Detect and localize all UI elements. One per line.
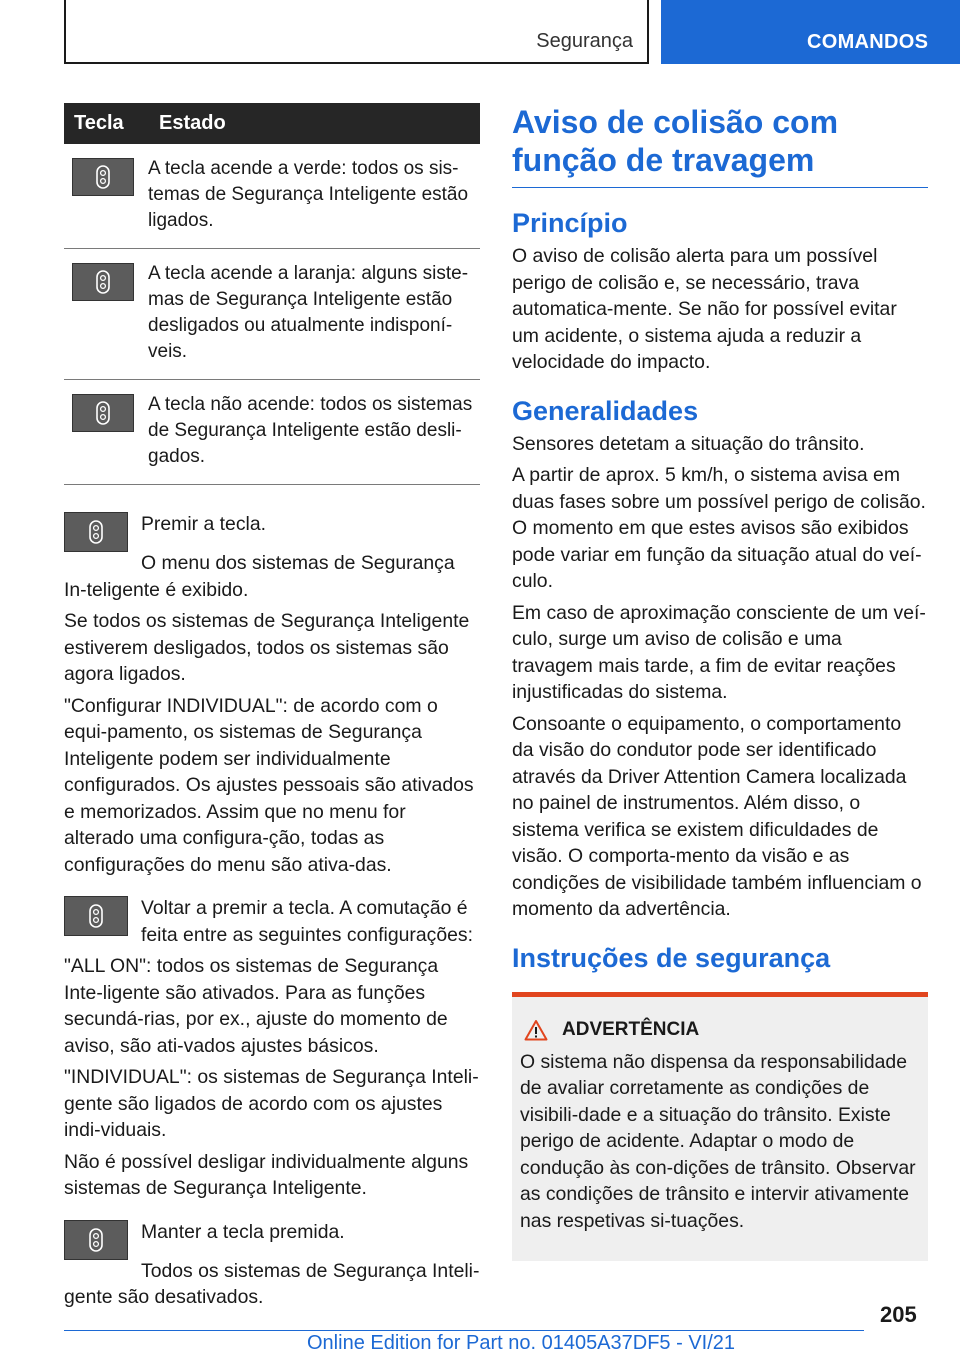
heading-general: Generalidades — [512, 395, 699, 426]
paragraph-general-1: Sensores detetam a situação do trânsito. — [512, 432, 865, 455]
intelligent-safety-key-icon — [72, 394, 134, 432]
paragraph-principle: O aviso de colisão alerta para um possível perigo de colisão e, se necessário, trava automatica-mente. Se não for possível evitar um acidente, o sistema ajuda a reduzir a velocidade do impacto. — [512, 245, 897, 373]
right-column — [512, 103, 928, 1261]
warning-text: O sistema não dispensa da responsabilidade de avaliar corretamente as condições de visibili-dade e a situação do trânsito. Existe perigo de acidente. Adaptar o modo de condução às con-dições de trânsito. Observar as condições de trânsito e intervir ativamente nas respetivas si-tuações. — [520, 1050, 916, 1232]
hold-key-description: Todos os sistemas de Segurança Inteli-gente são desativados. — [64, 1259, 480, 1308]
paragraph-general-2: A partir de aprox. 5 km/h, o sistema avisa em duas fases sobre um possível perigo de colisão. O momento em que estes avisos são exibidos pode variar em função da situação atual do veí-culo. — [512, 464, 926, 592]
table-row — [64, 380, 480, 485]
paragraph-configure-individual: "Configurar INDIVIDUAL": de acordo com o equi-pamento, os sistemas de Segurança Inteligente podem ser individualmente configurados. Os ajustes pessoais são ativados e memorizados. Assim que no menu for alterado uma configura-ção, todas as configurações do menu são ativa-das. — [64, 694, 474, 876]
table-header-key: Tecla — [64, 103, 139, 144]
footer-edition: Online Edition for Part no. 01405A37DF5 - VI/21 — [307, 1332, 736, 1354]
table-cell-status: A tecla não acende: todos os sistemas de Segurança Inteligente estão desli-gados. — [139, 380, 480, 485]
paragraph-all-on: "ALL ON": todos os sistemas de Segurança Inte-ligente são ativados. Para as funções secundá-rias, por ex., ajuste do momento de aviso, são ati-vados ajustes básicos. — [64, 955, 448, 1057]
page-number: 205 — [880, 1302, 917, 1327]
intelligent-safety-key-icon — [64, 1220, 128, 1260]
header-section-box — [64, 0, 649, 64]
intelligent-safety-key-icon — [64, 896, 128, 936]
paragraph-not-possible: Não é possível desligar individualmente alguns sistemas de Segurança Inteligente. — [64, 1150, 469, 1199]
warning-box — [512, 992, 928, 1262]
header-chapter-title: COMANDOS — [807, 31, 929, 53]
paragraph-general-4: Consoante o equipamento, o comportamento da visão do condutor pode ser identificado através da Driver Attention Camera localizada no painel de instrumentos. Além disso, o sistema verifica se existem dificuldades de visão. O comporta-mento da visão e as condições de visibilidade também influenciam o momento da advertência. — [512, 712, 922, 920]
press-again-step — [64, 895, 480, 953]
table-row — [64, 144, 480, 249]
hold-key-step — [64, 1219, 480, 1260]
table-cell-status: A tecla acende a verde: todos os sis-temas de Segurança Inteligente estão ligados. — [139, 144, 480, 249]
section-title: Aviso de colisão com função de travagem — [512, 103, 928, 188]
heading-safety: Instruções de segurança — [512, 942, 831, 973]
press-key-label: Premir a tecla. — [141, 513, 266, 535]
press-key-description: O menu dos sistemas de Segurança In-teligente é exibido. — [64, 552, 455, 601]
header-chapter-tab — [661, 0, 960, 64]
intelligent-safety-key-icon — [64, 512, 128, 552]
paragraph-all-off: Se todos os sistemas de Segurança Inteligente estiverem desligados, todos os sistemas são agora ligados. — [64, 610, 470, 685]
table-row — [64, 249, 480, 380]
warning-title: ADVERTÊNCIA — [562, 1018, 700, 1040]
footer-divider — [64, 1330, 864, 1331]
table-cell-status: A tecla acende a laranja: alguns siste-mas de Segurança Inteligente estão desligados ou atualmente indisponí-veis. — [139, 249, 480, 380]
left-column — [64, 103, 480, 1316]
intelligent-safety-key-icon — [72, 158, 134, 196]
warning-triangle-icon — [524, 1019, 548, 1041]
paragraph-individual: "INDIVIDUAL": os sistemas de Segurança Inteli-gente são ligados de acordo com os ajustes indi-viduais. — [64, 1066, 479, 1141]
intelligent-safety-key-icon — [72, 263, 134, 301]
heading-principle: Princípio — [512, 208, 628, 238]
key-status-table — [64, 103, 480, 485]
warning-title-row — [520, 1019, 922, 1041]
paragraph-general-3: Em caso de aproximação consciente de um veí-culo, surge um aviso de colisão e uma travagem mais tarde, a fim de evitar reações injustificadas do sistema. — [512, 601, 926, 703]
table-header-status: Estado — [139, 103, 480, 144]
press-key-step — [64, 511, 480, 552]
hold-key-label: Manter a tecla premida. — [141, 1220, 345, 1243]
header-section-title: Segurança — [536, 30, 633, 52]
press-again-text: Voltar a premir a tecla. A comutação é feita entre as seguintes configurações: — [141, 897, 473, 946]
